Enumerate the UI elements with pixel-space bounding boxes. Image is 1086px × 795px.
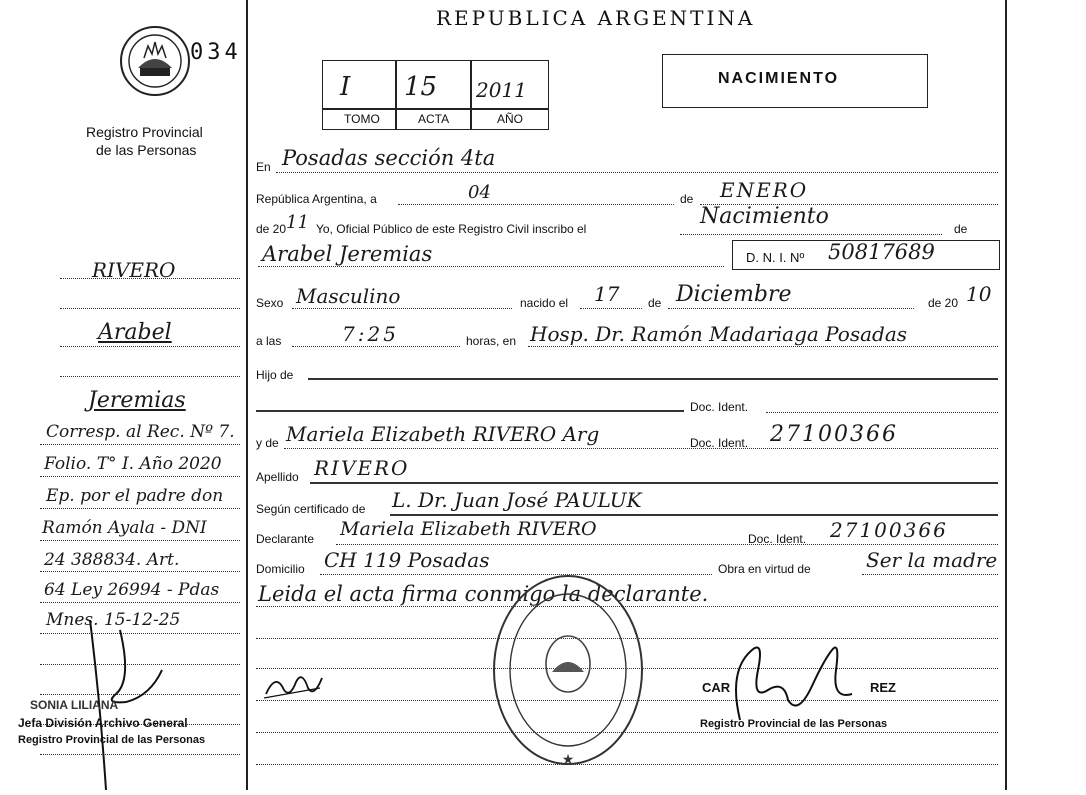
day-value: 04 [468,182,491,203]
de-label-3: de [648,296,662,310]
en-value: Posadas sección 4ta [282,146,496,170]
anio-value: 2011 [476,78,527,102]
nacido-day: 17 [594,282,620,306]
margin-line [40,540,240,541]
provincial-seal-icon [118,24,192,98]
hijo-label: Hijo de [256,368,294,382]
margin-line [40,508,240,509]
horas-label: horas, en [466,334,517,348]
line [766,412,998,413]
line [336,544,998,545]
apellido-value: RIVERO [314,456,410,480]
anio-label: AÑO [497,112,524,126]
line [256,410,684,412]
margin-divider [246,0,248,790]
line [398,204,674,205]
nacido-year: 10 [966,282,992,306]
obra-label: Obra en virtud de [718,562,811,576]
year-prefix: de 20 [256,222,287,236]
table-divider [470,60,472,130]
margin-line [60,376,240,377]
lugar-value: Hosp. Dr. Ramón Madariaga Posadas [530,322,908,346]
de-year-label: de 20 [928,296,959,310]
margin-note-line: Folio. T° I. Año 2020 [44,454,222,474]
margin-note-line: 64 Ley 26994 - Pdas [44,580,220,600]
officer-stamp-right: REZ [870,680,896,695]
margin-note-line: Corresp. al Rec. Nº 7. [46,422,235,442]
acta-label: ACTA [418,112,450,126]
line [308,378,998,380]
tomo-label: TOMO [344,112,380,126]
segun-label: Según certificado de [256,502,366,516]
line [258,266,724,267]
line [668,308,914,309]
margin-given-name-2: Jeremias [88,388,186,413]
margin-note-line: Ep. por el padre don [46,486,224,506]
child-name: Arabel Jeremias [262,242,433,266]
table-divider [395,60,397,130]
en-label: En [256,160,271,174]
registry-name-line1: Registro Provincial [86,124,203,140]
de-label: de [680,192,694,206]
official-stamp-icon [490,572,646,768]
officer-signature [728,630,868,726]
madre-doc: 27100366 [770,422,898,447]
nacido-month: Diciembre [676,282,792,307]
de-label-2: de [954,222,968,236]
alas-label: a las [256,334,282,348]
margin-line [60,308,240,309]
acta-value: 15 [404,72,438,102]
yde-label: y de [256,436,279,450]
margin-line [40,602,240,603]
tomo-value: I [340,72,351,102]
line [292,346,460,347]
dni-value: 50817689 [828,240,935,264]
margin-line [40,476,240,477]
obra-value: Ser la madre [866,548,998,572]
month-value: ENERO [720,178,809,202]
svg-text:★: ★ [561,752,575,768]
domicilio-label: Domicilio [256,562,305,576]
certificado-value: L. Dr. Juan José PAULUK [392,488,642,512]
margin-surname: RIVERO [92,258,176,282]
margin-line [60,278,240,279]
line [528,346,998,347]
nacido-label: nacido el [520,296,569,310]
line [310,482,998,484]
yo-text: Yo, Oficial Público de este Registro Civil inscribo el [316,222,587,236]
doc-ident-label: Doc. Ident. [690,400,749,414]
registry-name-line2: de las Personas [96,142,197,158]
line [276,172,998,173]
line [292,308,512,309]
margin-line [40,571,240,572]
margin-note-line: 24 388834. Art. [44,550,180,570]
margin-stamp-title: Jefa División Archivo General [18,716,188,730]
act-type: NACIMIENTO [718,70,840,87]
margin-line [40,444,240,445]
table-row-divider [322,108,548,110]
margin-note-line: Mnes. 15-12-25 [46,610,181,630]
line [284,448,998,449]
dni-label: D. N. I. Nº [746,250,805,265]
madre-value: Mariela Elizabeth RIVERO Arg [286,422,600,446]
declarante-value: Mariela Elizabeth RIVERO [340,518,597,540]
sexo-value: Masculino [296,284,401,308]
line [390,514,998,516]
republica-label: República Argentina, a [256,192,377,206]
closing-statement: Leida el acta firma conmigo la declarante. [258,582,709,606]
line [862,574,998,575]
document-number: 034 [190,40,242,65]
declarante-label: Declarante [256,532,315,546]
margin-line [60,346,240,347]
country-title: REPUBLICA ARGENTINA [436,6,756,30]
margin-stamp-name: SONIA LILIANA [30,698,119,712]
apellido-label: Apellido [256,470,299,484]
sexo-label: Sexo [256,296,284,310]
right-border [1005,0,1007,790]
officer-stamp-left: CAR [702,680,731,695]
margin-given-name-1: Arabel [98,320,172,345]
declarante-doc: 27100366 [830,518,948,542]
doc-ident-label-2: Doc. Ident. [690,436,749,450]
officer-stamp-registry: Registro Provincial de las Personas [700,718,888,730]
inscribo-value: Nacimiento [700,204,829,229]
line [580,308,642,309]
margin-note-line: Ramón Ayala - DNI [42,518,207,538]
declarant-signature [262,668,326,702]
year-value: 11 [286,212,309,233]
doc-ident-label-3: Doc. Ident. [748,532,807,546]
hora-value: 7:25 [342,322,399,346]
margin-stamp-registry: Registro Provincial de las Personas [18,734,206,746]
line [680,234,942,235]
domicilio-value: CH 119 Posadas [324,548,490,572]
